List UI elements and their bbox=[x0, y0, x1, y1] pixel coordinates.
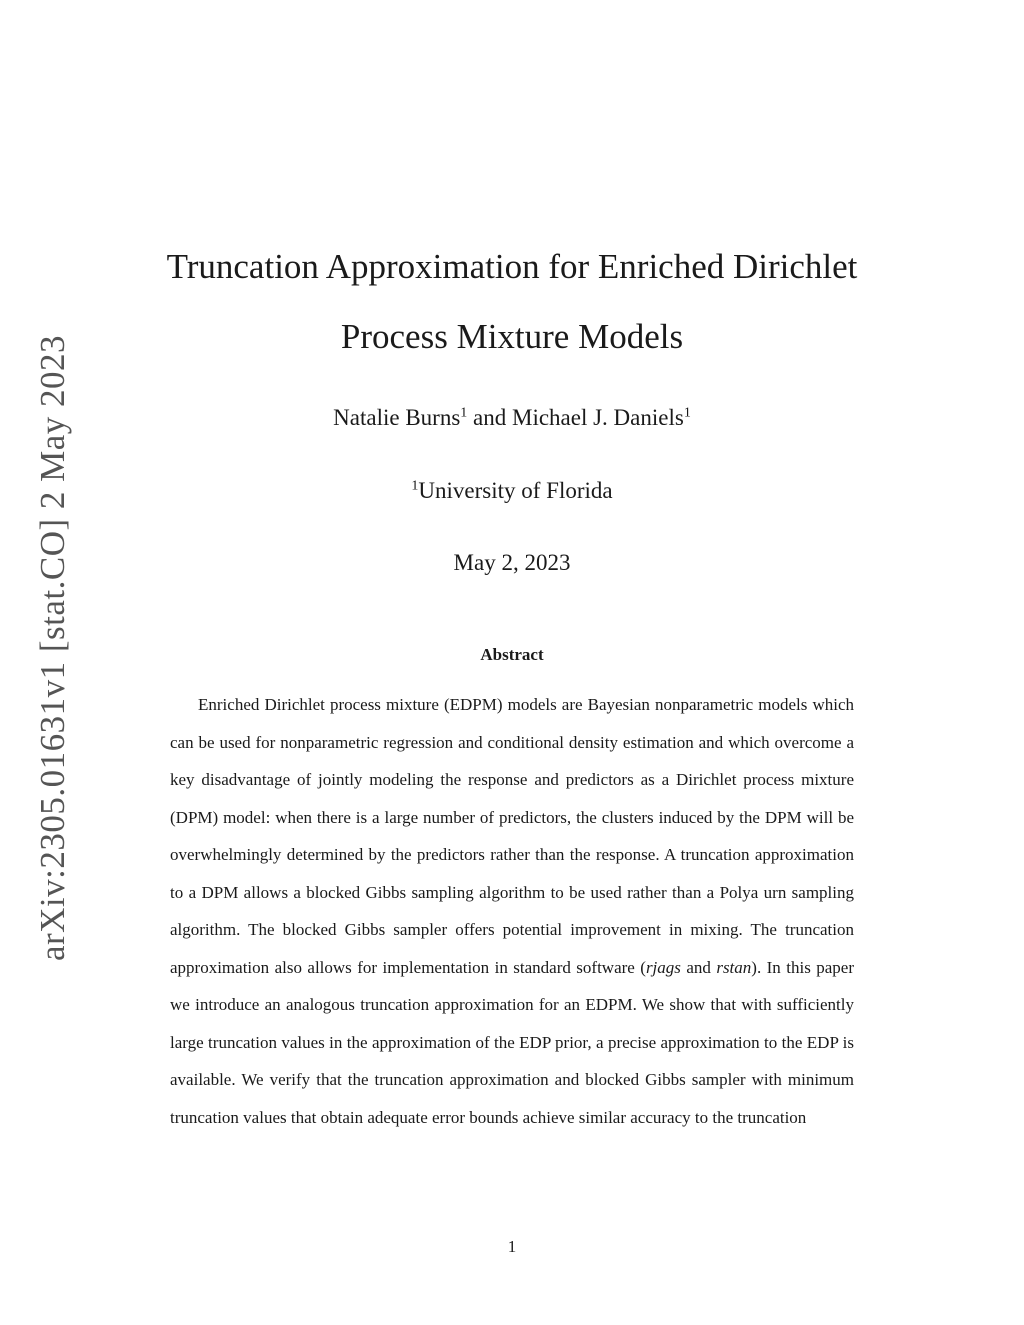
affiliation-name: University of Florida bbox=[418, 478, 613, 503]
title-line-1: Truncation Approximation for Enriched Dirichlet bbox=[166, 247, 858, 286]
author-list bbox=[0, 405, 1024, 431]
paper-title bbox=[0, 232, 1024, 372]
author-affiliation-mark: 1 bbox=[683, 405, 691, 421]
affiliation-mark: 1 bbox=[411, 478, 419, 494]
author-name: Natalie Burns bbox=[333, 405, 461, 430]
abstract-text-part: ). In this paper we introduce an analogous truncation approximation for an EDPM. We show that with sufficiently large truncation values in the approximation of the EDP prior, a precise approximation to the EDP is available. We verify that the truncation approximation and blocked Gibbs sampler with minimum truncation values that obtain adequate error bounds achieve similar accuracy to the truncation bbox=[170, 957, 854, 1127]
affiliation bbox=[0, 478, 1024, 504]
author-affiliation-mark: 1 bbox=[460, 405, 468, 421]
software-name: rstan bbox=[716, 957, 752, 977]
abstract-heading: Abstract bbox=[480, 645, 544, 664]
author-conjunction: and bbox=[467, 405, 512, 430]
publication-date: May 2, 2023 bbox=[453, 550, 571, 575]
author-name: Michael J. Daniels bbox=[512, 405, 684, 430]
abstract-text-part: and bbox=[680, 957, 717, 977]
page-number: 1 bbox=[507, 1237, 517, 1256]
software-name: rjags bbox=[645, 957, 681, 977]
abstract-text-part: Enriched Dirichlet process mixture (EDPM) models are Bayesian nonparametric models which can be used for nonparametric regression and conditional density estimation and which overcome a key disadvantage of jointly modeling the response and predictors as a Dirichlet process mixture (DPM) model: when there is a large number of predictors, the clusters induced by the DPM will be overwhelmingly determined by the predictors rather than the response. A truncation approximation to a DPM allows a blocked Gibbs sampling algorithm to be used rather than a Polya urn sampling algorithm. The blocked Gibbs sampler offers potential improvement in mixing. The truncation approximation also allows for implementation in standard software ( bbox=[170, 695, 854, 977]
title-line-2: Process Mixture Models bbox=[340, 317, 684, 356]
arxiv-identifier-stamp: arXiv:2305.01631v1 [stat.CO] 2 May 2023 bbox=[33, 334, 72, 962]
abstract-text bbox=[170, 686, 854, 1136]
